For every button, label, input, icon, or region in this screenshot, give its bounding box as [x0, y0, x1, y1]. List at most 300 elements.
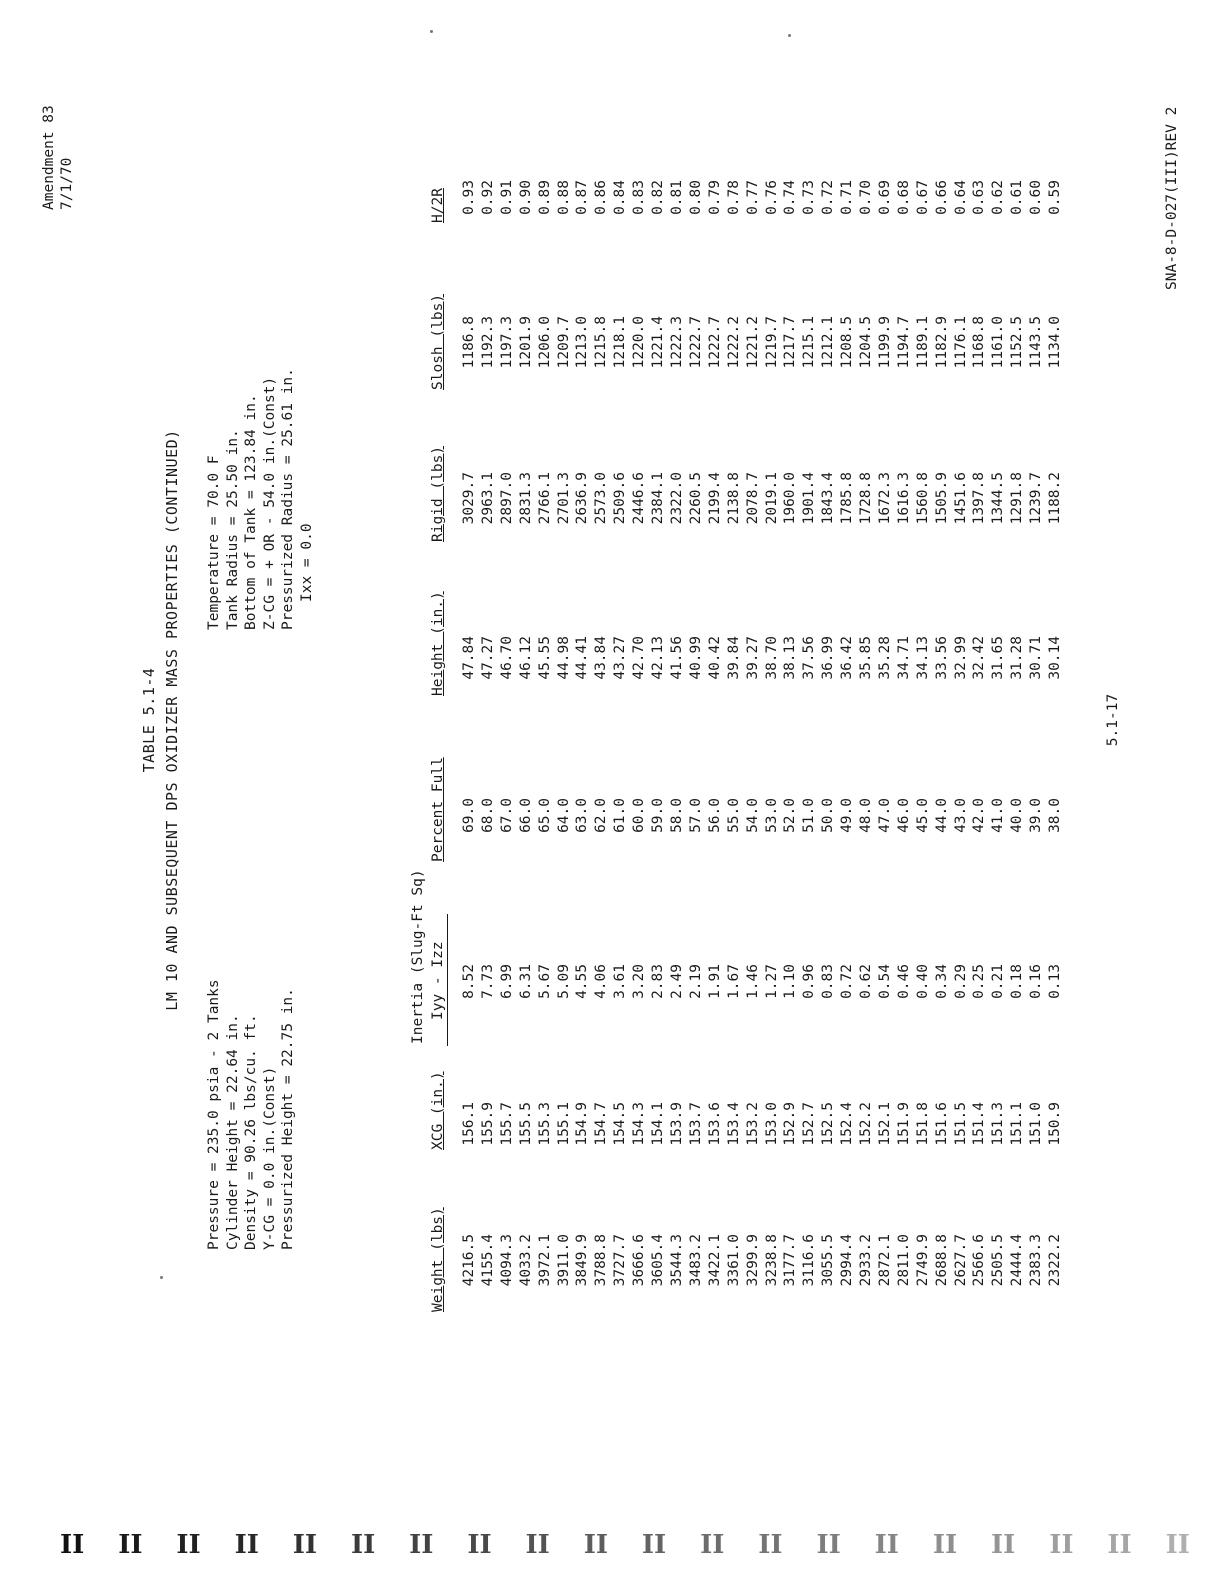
- table-cell-slosh: 1219.7: [763, 316, 780, 369]
- table-cell-rigid: 1785.8: [839, 472, 856, 525]
- table-cell-xcg: 154.7: [593, 1102, 610, 1146]
- document-id: SNA-8-D-027(III)REV 2: [1164, 106, 1180, 290]
- table-cell-weight: 2749.9: [914, 1234, 931, 1287]
- table-cell-h2r: 0.88: [555, 180, 572, 215]
- amendment-label: Amendment 83: [41, 105, 57, 210]
- table-cell-slosh: 1152.5: [1009, 316, 1026, 369]
- table-cell-percent: 69.0: [461, 798, 477, 833]
- table-cell-height: 46.70: [498, 636, 515, 680]
- table-cell-iyy: 0.16: [1028, 964, 1045, 999]
- table-cell-rigid: 2322.0: [668, 472, 685, 525]
- table-cell-weight: 2322.2: [1047, 1234, 1064, 1287]
- table-cell-rigid: 1960.0: [782, 472, 799, 525]
- table-cell-height: 36.42: [839, 636, 856, 680]
- table-cell-height: 42.13: [650, 636, 667, 680]
- table-cell-percent: 48.0: [858, 798, 875, 833]
- table-cell-weight: 3788.8: [593, 1234, 610, 1287]
- column-xcg: [460, 1102, 1065, 1148]
- param-cylinder-height: Cylinder Height = 22.64 in.: [224, 1014, 241, 1250]
- edge-mark: II: [60, 1530, 85, 1560]
- table-cell-iyy: 0.83: [820, 964, 837, 999]
- table-cell-weight: 4216.5: [461, 1234, 477, 1287]
- table-cell-slosh: 1215.8: [593, 316, 610, 369]
- table-cell-weight: 3361.0: [725, 1234, 742, 1287]
- table-cell-height: 36.99: [820, 636, 837, 680]
- table-cell-height: 40.42: [706, 636, 723, 680]
- table-cell-iyy: 3.20: [631, 964, 648, 999]
- table-cell-weight: 2811.0: [895, 1234, 912, 1287]
- edge-mark: II: [467, 1530, 492, 1560]
- table-cell-xcg: 156.1: [461, 1102, 477, 1146]
- table-cell-slosh: 1197.3: [498, 316, 515, 369]
- table-cell-iyy: 2.19: [687, 964, 704, 999]
- table-cell-rigid: 2573.0: [593, 472, 610, 525]
- table-cell-slosh: 1208.5: [839, 316, 856, 369]
- table-cell-percent: 60.0: [631, 798, 648, 833]
- table-cell-h2r: 0.89: [536, 180, 553, 215]
- table-cell-xcg: 155.3: [536, 1102, 553, 1146]
- param-tank-radius: Tank Radius = 25.50 in.: [224, 429, 241, 630]
- table-cell-iyy: 6.31: [517, 964, 534, 999]
- table-cell-weight: 3055.5: [820, 1234, 837, 1287]
- table-cell-percent: 52.0: [782, 798, 799, 833]
- column-height: [460, 636, 1065, 686]
- table-cell-height: 42.70: [631, 636, 648, 680]
- table-cell-percent: 53.0: [763, 798, 780, 833]
- table-cell-height: 38.13: [782, 636, 799, 680]
- header-slosh: Slosh (lbs): [430, 293, 446, 390]
- table-cell-xcg: 155.1: [555, 1102, 572, 1146]
- amendment-block: [40, 105, 76, 210]
- table-cell-weight: 3483.2: [687, 1234, 704, 1287]
- table-cell-iyy: 3.61: [612, 964, 629, 999]
- table-cell-iyy: 0.34: [933, 964, 950, 999]
- table-cell-rigid: 3029.7: [461, 472, 477, 525]
- edge-mark: II: [874, 1530, 899, 1560]
- table-cell-rigid: 2897.0: [498, 472, 515, 525]
- table-cell-height: 43.84: [593, 636, 610, 680]
- table-cell-xcg: 154.5: [612, 1102, 629, 1146]
- table-cell-percent: 42.0: [971, 798, 988, 833]
- table-cell-iyy: 4.55: [574, 964, 591, 999]
- table-cell-height: 40.99: [687, 636, 704, 680]
- table-cell-weight: 2688.8: [933, 1234, 950, 1287]
- table-cell-xcg: 153.9: [668, 1102, 685, 1146]
- table-cell-iyy: 1.27: [763, 964, 780, 999]
- table-cell-rigid: 2138.8: [725, 472, 742, 525]
- table-cell-iyy: 0.13: [1047, 964, 1064, 999]
- table-cell-percent: 63.0: [574, 798, 591, 833]
- table-cell-h2r: 0.71: [839, 180, 856, 215]
- table-cell-height: 30.14: [1047, 636, 1064, 680]
- table-cell-h2r: 0.80: [687, 180, 704, 215]
- table-cell-rigid: 2766.1: [536, 472, 553, 525]
- table-cell-slosh: 1161.0: [990, 316, 1007, 369]
- column-percent-full: [460, 798, 1065, 840]
- table-cell-slosh: 1134.0: [1047, 316, 1064, 369]
- table-cell-slosh: 1182.9: [933, 316, 950, 369]
- column-iyy-izz: [460, 964, 1065, 1004]
- table-cell-iyy: 5.09: [555, 964, 572, 999]
- table-cell-rigid: 2446.6: [631, 472, 648, 525]
- table-cell-h2r: 0.74: [782, 180, 799, 215]
- table-cell-rigid: 1188.2: [1047, 472, 1064, 525]
- table-cell-height: 47.84: [461, 636, 477, 680]
- table-cell-weight: 2627.7: [952, 1234, 969, 1287]
- edge-mark: II: [641, 1530, 667, 1560]
- header-percent-full: Percent Full: [430, 757, 446, 862]
- edge-registration-marks: [60, 1520, 1190, 1560]
- param-pressurized-radius: Pressurized Radius = 25.61 in.: [280, 368, 296, 630]
- table-cell-h2r: 0.61: [1009, 180, 1026, 215]
- table-cell-height: 34.71: [895, 636, 912, 680]
- table-cell-slosh: 1201.9: [517, 316, 534, 369]
- table-cell-iyy: 0.62: [858, 964, 875, 999]
- table-cell-xcg: 150.9: [1047, 1102, 1064, 1146]
- table-cell-height: 31.65: [990, 636, 1007, 680]
- table-cell-percent: 68.0: [479, 798, 496, 833]
- table-cell-percent: 58.0: [668, 798, 685, 833]
- edge-mark: II: [932, 1530, 958, 1560]
- edge-mark: II: [525, 1530, 550, 1560]
- table-cell-height: 37.56: [801, 636, 818, 680]
- table-cell-weight: 3238.8: [763, 1234, 780, 1287]
- table-cell-slosh: 1192.3: [479, 316, 496, 369]
- table-cell-height: 32.42: [971, 636, 988, 680]
- table-cell-slosh: 1222.7: [706, 316, 723, 369]
- table-cell-slosh: 1206.0: [536, 316, 553, 369]
- table-cell-iyy: 1.67: [725, 964, 742, 999]
- table-cell-h2r: 0.78: [725, 180, 742, 215]
- table-cell-rigid: 2963.1: [479, 472, 496, 525]
- param-z-cg: Z-CG = + OR - 54.0 in.(Const): [261, 376, 278, 630]
- table-cell-h2r: 0.63: [971, 180, 988, 215]
- table-cell-xcg: 153.6: [706, 1102, 723, 1146]
- edge-mark: II: [176, 1530, 201, 1560]
- table-cell-iyy: 2.83: [650, 964, 667, 999]
- table-cell-percent: 40.0: [1009, 798, 1026, 833]
- table-cell-percent: 47.0: [876, 798, 893, 833]
- params-right: [205, 368, 316, 630]
- table-cell-h2r: 0.68: [895, 180, 912, 215]
- table-cell-percent: 50.0: [820, 798, 837, 833]
- table-cell-percent: 61.0: [612, 798, 629, 833]
- edge-mark: II: [991, 1530, 1016, 1560]
- table-cell-height: 39.84: [725, 636, 742, 680]
- edge-mark: II: [118, 1530, 143, 1560]
- table-cell-iyy: 5.67: [536, 964, 553, 999]
- table-cell-xcg: 151.3: [990, 1102, 1007, 1146]
- table-cell-h2r: 0.66: [933, 180, 950, 215]
- param-density: Density = 90.26 lbs/cu. ft.: [243, 1014, 259, 1250]
- table-cell-slosh: 1176.1: [952, 316, 969, 369]
- column-rigid: [460, 472, 1065, 530]
- table-cell-xcg: 152.1: [876, 1102, 893, 1146]
- edge-mark: II: [583, 1530, 609, 1560]
- table-cell-percent: 62.0: [593, 798, 610, 833]
- table-cell-h2r: 0.86: [593, 180, 610, 215]
- table-cell-slosh: 1199.9: [876, 316, 893, 369]
- edge-mark: II: [700, 1530, 725, 1560]
- table-cell-h2r: 0.62: [990, 180, 1007, 215]
- table-cell-weight: 3849.9: [574, 1234, 591, 1287]
- table-cell-rigid: 2260.5: [687, 472, 704, 525]
- table-cell-slosh: 1186.8: [461, 316, 477, 369]
- table-cell-weight: 4094.3: [498, 1234, 515, 1287]
- table-cell-height: 34.13: [914, 636, 931, 680]
- table-cell-weight: 2933.2: [858, 1234, 875, 1287]
- table-cell-percent: 44.0: [933, 798, 950, 833]
- table-cell-xcg: 155.5: [517, 1102, 534, 1146]
- header-height: Height (in.): [430, 591, 446, 696]
- header-rigid: Rigid (lbs): [430, 445, 446, 542]
- table-cell-iyy: 0.54: [876, 964, 893, 999]
- table-cell-weight: 3727.7: [612, 1234, 629, 1287]
- table-cell-xcg: 152.5: [820, 1102, 837, 1146]
- table-cell-iyy: 0.46: [895, 964, 912, 999]
- table-cell-slosh: 1168.8: [971, 316, 988, 369]
- table-cell-percent: 55.0: [725, 798, 742, 833]
- table-cell-percent: 46.0: [895, 798, 912, 833]
- table-cell-height: 31.28: [1009, 636, 1026, 680]
- table-cell-h2r: 0.59: [1047, 180, 1064, 215]
- table-cell-percent: 38.0: [1047, 798, 1064, 833]
- edge-mark: II: [1049, 1530, 1074, 1560]
- table-cell-weight: 2444.4: [1009, 1234, 1026, 1287]
- table-cell-slosh: 1222.7: [687, 316, 704, 369]
- table-cell-rigid: 1672.3: [876, 472, 893, 525]
- table-cell-rigid: 1344.5: [990, 472, 1007, 525]
- table-cell-slosh: 1209.7: [555, 316, 572, 369]
- table-cell-percent: 43.0: [952, 798, 969, 833]
- table-cell-height: 30.71: [1028, 636, 1045, 680]
- table-cell-height: 38.70: [763, 636, 780, 680]
- table-cell-rigid: 1728.8: [858, 472, 875, 525]
- table-cell-xcg: 152.4: [839, 1102, 856, 1146]
- table-cell-rigid: 1901.4: [801, 472, 818, 525]
- table-cell-percent: 41.0: [990, 798, 1007, 833]
- edge-mark: II: [234, 1530, 259, 1560]
- edge-mark: II: [816, 1530, 841, 1560]
- table-cell-h2r: 0.87: [574, 180, 591, 215]
- table-cell-weight: 3666.6: [631, 1234, 648, 1287]
- column-h2r: [460, 180, 1065, 220]
- table-cell-h2r: 0.69: [876, 180, 893, 215]
- edge-mark: II: [350, 1530, 376, 1560]
- table-cell-rigid: 1397.8: [971, 472, 988, 525]
- column-slosh: [460, 316, 1065, 374]
- table-cell-xcg: 151.5: [952, 1102, 969, 1146]
- table-cell-xcg: 151.9: [895, 1102, 912, 1146]
- table-cell-xcg: 154.3: [631, 1102, 648, 1146]
- table-cell-weight: 2566.6: [971, 1234, 988, 1287]
- table-cell-iyy: 8.52: [461, 964, 477, 999]
- param-pressure: Pressure = 235.0 psia - 2 Tanks: [206, 979, 222, 1250]
- table-cell-rigid: 1505.9: [933, 472, 950, 525]
- table-cell-slosh: 1222.2: [725, 316, 742, 369]
- header-h2r: H/2R: [430, 188, 446, 223]
- table-cell-rigid: 2384.1: [650, 472, 667, 525]
- table-cell-percent: 57.0: [687, 798, 704, 833]
- table-cell-h2r: 0.70: [858, 180, 875, 215]
- table-cell-rigid: 1291.8: [1009, 472, 1026, 525]
- table-cell-slosh: 1194.7: [895, 316, 912, 369]
- table-cell-xcg: 154.9: [574, 1102, 591, 1146]
- table-cell-height: 47.27: [479, 636, 496, 680]
- table-cell-h2r: 0.76: [763, 180, 780, 215]
- table-cell-rigid: 1616.3: [895, 472, 912, 525]
- param-temperature: Temperature = 70.0 F: [206, 455, 222, 630]
- column-weight: [460, 1234, 1065, 1304]
- table-cell-xcg: 151.6: [933, 1102, 950, 1146]
- table-cell-rigid: 2019.1: [763, 472, 780, 525]
- table-cell-iyy: 1.10: [782, 964, 799, 999]
- table-cell-xcg: 151.0: [1028, 1102, 1045, 1146]
- header-xcg: XCG (in.): [430, 1071, 446, 1150]
- table-cell-weight: 3605.4: [650, 1234, 667, 1287]
- edge-mark: II: [409, 1530, 434, 1560]
- table-cell-iyy: 0.96: [801, 964, 818, 999]
- table-cell-h2r: 0.83: [631, 180, 648, 215]
- param-y-cg: Y-CG = 0.0 in.(Const): [261, 1066, 278, 1250]
- table-cell-rigid: 2831.3: [517, 472, 534, 525]
- table-cell-xcg: 151.4: [971, 1102, 988, 1146]
- table-cell-percent: 51.0: [801, 798, 818, 833]
- header-weight: Weight (lbs): [430, 1207, 446, 1312]
- table-cell-h2r: 0.91: [498, 180, 515, 215]
- table-cell-h2r: 0.93: [461, 180, 477, 215]
- table-cell-weight: 3422.1: [706, 1234, 723, 1287]
- params-left: [205, 979, 298, 1250]
- table-cell-slosh: 1217.7: [782, 316, 799, 369]
- inertia-group-rule: [447, 914, 448, 1046]
- inertia-group-header: Inertia (Slug-Ft Sq): [410, 869, 426, 1044]
- table-cell-height: 33.56: [933, 636, 950, 680]
- table-cell-rigid: 1843.4: [820, 472, 837, 525]
- table-cell-percent: 66.0: [517, 798, 534, 833]
- table-cell-height: 39.27: [744, 636, 761, 680]
- table-cell-height: 43.27: [612, 636, 629, 680]
- table-cell-xcg: 153.0: [763, 1102, 780, 1146]
- table-cell-weight: 3299.9: [744, 1234, 761, 1287]
- param-ixx: Ixx = 0.0: [298, 523, 315, 602]
- table-cell-h2r: 0.90: [517, 180, 534, 215]
- table-cell-height: 44.98: [555, 636, 572, 680]
- table-cell-percent: 56.0: [706, 798, 723, 833]
- table-cell-iyy: 0.21: [990, 964, 1007, 999]
- table-cell-xcg: 153.7: [687, 1102, 704, 1146]
- table-cell-xcg: 153.4: [725, 1102, 742, 1146]
- edge-mark: II: [1165, 1530, 1190, 1560]
- table-cell-rigid: 2701.3: [555, 472, 572, 525]
- table-cell-slosh: 1204.5: [858, 316, 875, 369]
- table-cell-height: 41.56: [668, 636, 685, 680]
- speck: [430, 30, 433, 33]
- table-cell-h2r: 0.84: [612, 180, 629, 215]
- table-cell-rigid: 2636.9: [574, 472, 591, 525]
- table-cell-iyy: 7.73: [479, 964, 496, 999]
- table-cell-weight: 2872.1: [876, 1234, 893, 1287]
- table-cell-weight: 2505.5: [990, 1234, 1007, 1287]
- table-cell-slosh: 1189.1: [914, 316, 931, 369]
- table-cell-iyy: 2.49: [668, 964, 685, 999]
- table-cell-xcg: 152.9: [782, 1102, 799, 1146]
- table-cell-iyy: 0.72: [839, 964, 856, 999]
- table-cell-height: 32.99: [952, 636, 969, 680]
- table-cell-percent: 64.0: [555, 798, 572, 833]
- table-cell-iyy: 0.25: [971, 964, 988, 999]
- table-cell-height: 46.12: [517, 636, 534, 680]
- table-cell-xcg: 154.1: [650, 1102, 667, 1146]
- edge-mark: II: [758, 1530, 783, 1560]
- table-cell-iyy: 1.46: [744, 964, 761, 999]
- table-cell-iyy: 0.40: [914, 964, 931, 999]
- table-cell-slosh: 1215.1: [801, 316, 818, 369]
- table-cell-weight: 4033.2: [517, 1234, 534, 1287]
- param-pressurized-height: Pressurized Height = 22.75 in.: [280, 988, 296, 1250]
- table-cell-h2r: 0.82: [650, 180, 667, 215]
- table-cell-h2r: 0.79: [706, 180, 723, 215]
- table-cell-slosh: 1221.4: [650, 316, 667, 369]
- table-cell-slosh: 1221.2: [744, 316, 761, 369]
- table-cell-percent: 54.0: [744, 798, 761, 833]
- table-cell-xcg: 155.9: [479, 1102, 496, 1146]
- amendment-date: 7/1/70: [59, 157, 75, 210]
- table-cell-rigid: 1239.7: [1028, 472, 1045, 525]
- table-cell-slosh: 1212.1: [820, 316, 837, 369]
- table-cell-h2r: 0.64: [952, 180, 969, 215]
- table-cell-percent: 49.0: [839, 798, 856, 833]
- table-cell-h2r: 0.60: [1028, 180, 1045, 215]
- table-cell-h2r: 0.77: [744, 180, 761, 215]
- table-cell-weight: 3972.1: [536, 1234, 553, 1287]
- table-cell-height: 35.28: [876, 636, 893, 680]
- table-cell-slosh: 1222.3: [668, 316, 685, 369]
- table-cell-xcg: 152.2: [858, 1102, 875, 1146]
- table-cell-weight: 3911.0: [555, 1234, 572, 1287]
- table-cell-percent: 59.0: [650, 798, 667, 833]
- table-cell-rigid: 1451.6: [952, 472, 969, 525]
- table-cell-percent: 45.0: [914, 798, 931, 833]
- table-cell-h2r: 0.92: [479, 180, 496, 215]
- param-bottom-of-tank: Bottom of Tank = 123.84 in.: [243, 394, 259, 630]
- table-cell-xcg: 153.2: [744, 1102, 761, 1146]
- table-title: LM 10 AND SUBSEQUENT DPS OXIDIZER MASS PROPERTIES (CONTINUED): [163, 429, 181, 1011]
- speck: [788, 34, 791, 37]
- table-cell-xcg: 155.7: [498, 1102, 515, 1146]
- table-cell-h2r: 0.81: [668, 180, 685, 215]
- table-cell-weight: 3116.6: [801, 1234, 818, 1287]
- table-cell-iyy: 0.18: [1009, 964, 1026, 999]
- table-cell-h2r: 0.72: [820, 180, 837, 215]
- table-cell-slosh: 1213.0: [574, 316, 591, 369]
- table-cell-percent: 39.0: [1028, 798, 1045, 833]
- page-number: 5.1-17: [1105, 693, 1121, 747]
- table-cell-slosh: 1220.0: [631, 316, 648, 369]
- table-cell-iyy: 6.99: [498, 964, 515, 999]
- table-cell-h2r: 0.67: [914, 180, 931, 215]
- speck: [160, 1276, 163, 1279]
- table-cell-height: 44.41: [574, 636, 591, 680]
- table-cell-percent: 67.0: [498, 798, 515, 833]
- table-cell-weight: 2383.3: [1028, 1234, 1045, 1287]
- table-cell-weight: 3544.3: [668, 1234, 685, 1287]
- table-cell-h2r: 0.73: [801, 180, 818, 215]
- table-cell-slosh: 1143.5: [1028, 316, 1045, 369]
- table-cell-xcg: 151.8: [914, 1102, 931, 1146]
- table-cell-xcg: 152.7: [801, 1102, 818, 1146]
- edge-mark: II: [292, 1530, 318, 1560]
